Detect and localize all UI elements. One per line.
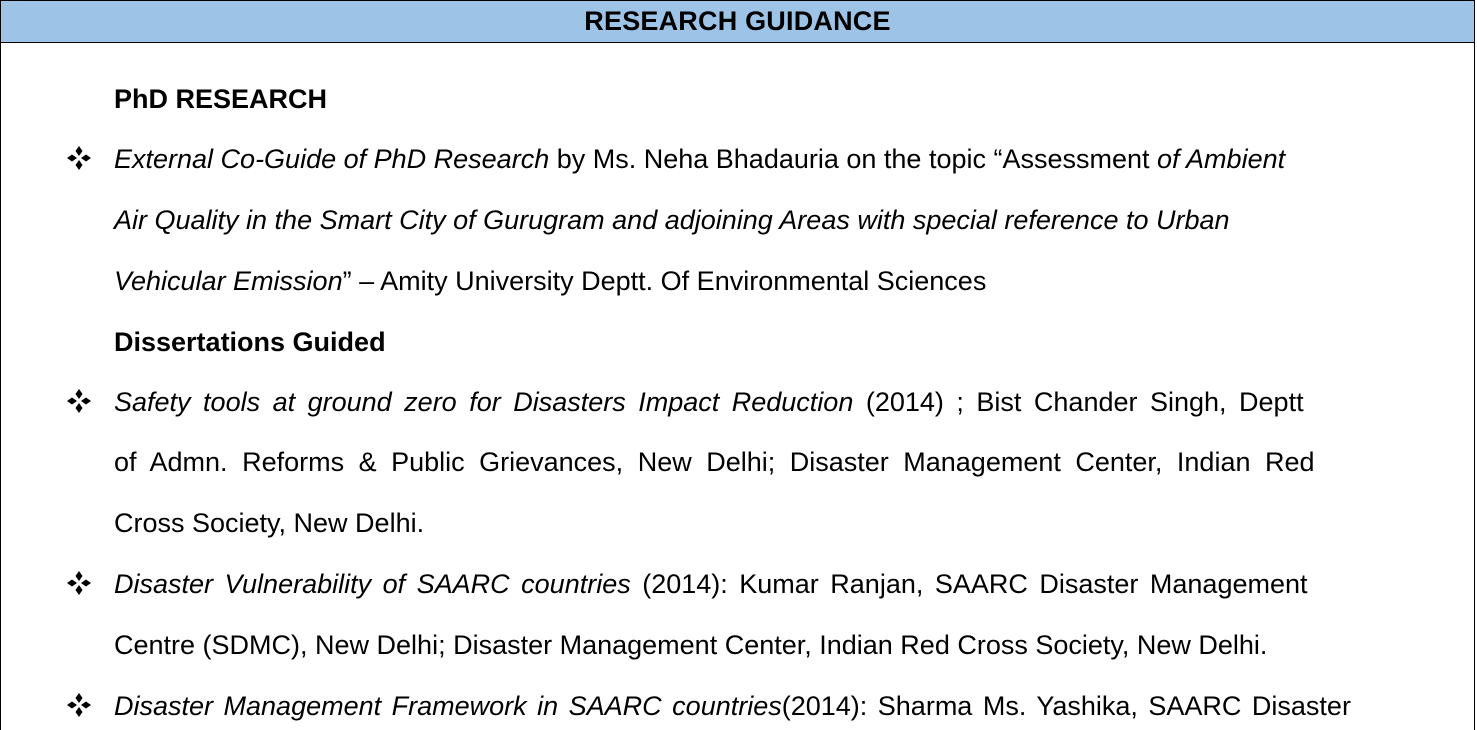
section-title: RESEARCH GUIDANCE [584, 6, 891, 36]
phd-item-topic-end: Vehicular Emission [114, 266, 343, 296]
dissertations-heading: Dissertations Guided [114, 327, 386, 357]
section-header-bar [0, 0, 1475, 43]
dissertation-1-line-1 [114, 386, 1304, 418]
phd-item-line-2 [114, 204, 1230, 236]
dissertation-2-title: Disaster Vulnerability of SAARC countries [114, 569, 631, 599]
dissertation-2-line-2: Centre (SDMC), New Delhi; Disaster Management Center, Indian Red Cross Society, New Delhi. [114, 630, 1268, 660]
dissertation-1-title: Safety tools at ground zero for Disasters Impact Reduction [114, 387, 854, 417]
phd-item-line-1 [114, 143, 1285, 175]
diamond-bullet-icon [64, 690, 94, 720]
dissertation-1-text: (2014) ; Bist Chander Singh, Deptt [853, 387, 1304, 417]
dissertation-3-title: Disaster Management Framework in SAARC countries [114, 691, 782, 721]
phd-item-institution: ” – Amity University Deptt. Of Environmental Sciences [342, 266, 987, 296]
phd-item-topic-start: of Ambient [1157, 144, 1286, 174]
dissertation-3-text: (2014): Sharma Ms. Yashika, SAARC Disaster [781, 691, 1351, 721]
diamond-bullet-icon [64, 568, 94, 598]
dissertation-1-line-3: Cross Society, New Delhi. [114, 508, 425, 538]
dissertation-2-line-1 [114, 568, 1308, 600]
phd-item-text: by Ms. Neha Bhadauria on the topic “Assessment [549, 144, 1158, 174]
phd-item-topic-middle: Air Quality in the Smart City of Gurugram and adjoining Areas with special reference to Urban [114, 205, 1230, 235]
phd-item-title: External Co-Guide of PhD Research [114, 144, 550, 174]
phd-item-line-3 [114, 265, 986, 297]
diamond-bullet-icon [64, 386, 94, 416]
dissertation-3-line-1 [114, 690, 1351, 722]
dissertation-2-text: (2014): Kumar Ranjan, SAARC Disaster Management [630, 569, 1308, 599]
dissertation-1-line-2: of Admn. Reforms & Public Grievances, New Delhi; Disaster Management Center, Indian Red [114, 447, 1315, 477]
diamond-bullet-icon [64, 143, 94, 173]
phd-research-heading: PhD RESEARCH [114, 84, 328, 114]
